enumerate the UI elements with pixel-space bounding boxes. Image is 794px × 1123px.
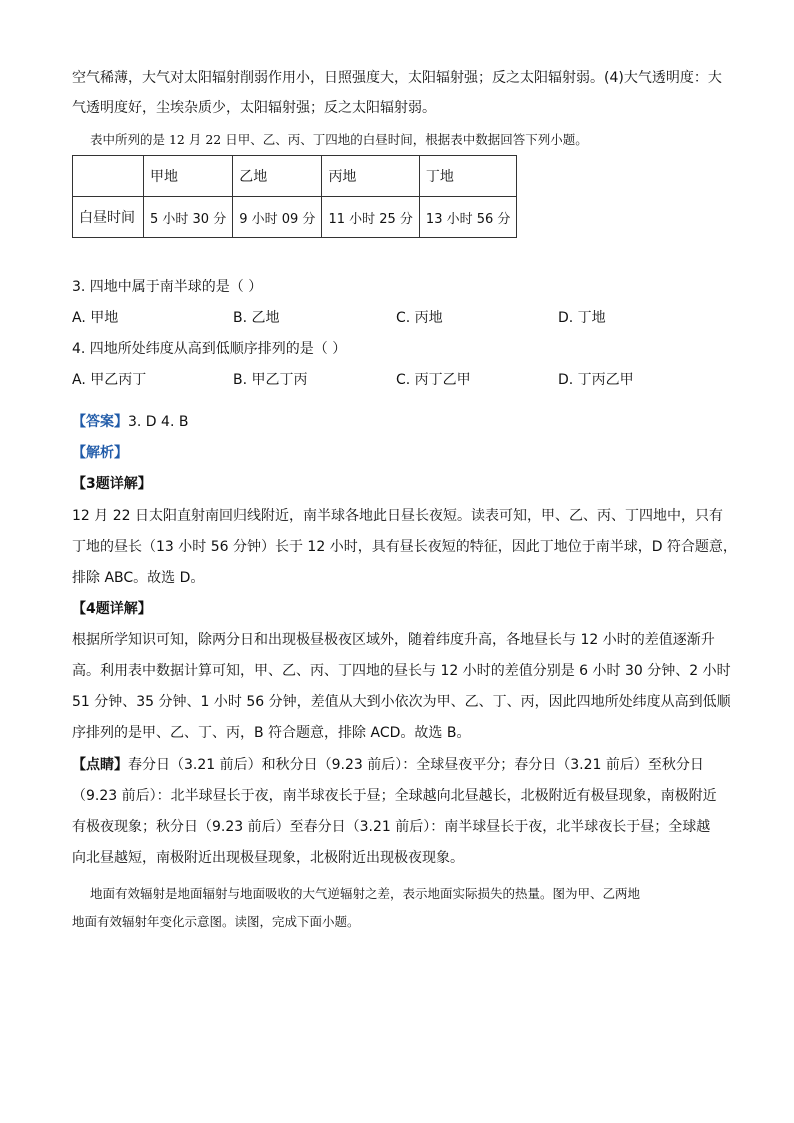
table-row [73, 197, 517, 238]
detail-4-label: 【4题详解】 [72, 601, 152, 617]
question-3-option-a: A. 甲地 [72, 310, 119, 326]
question-4-stem: 4. 四地所处纬度从高到低顺序排列的是（ ） [72, 341, 347, 357]
dianjing-first-text: 春分日（3.21 前后）和秋分日（9.23 前后）：全球昼夜平分；春分日（3.21 前后）至秋分日 [128, 757, 704, 773]
question-4-option-c: C. 丙丁乙甲 [396, 372, 471, 388]
detail-3-label: 【3题详解】 [72, 476, 152, 492]
dianjing-line: （9.23 前后）：北半球昼长于夜，南半球夜长于昼；全球越向北昼越长，北极附近有极昼现象，南极附近 [72, 788, 717, 804]
table-header-cell: 丁地 [419, 156, 516, 197]
question-3-option-c: C. 丙地 [396, 310, 443, 326]
next-intro-line-2: 地面有效辐射年变化示意图。读图，完成下面小题。 [72, 914, 360, 929]
dianjing-label: 【点睛】 [72, 757, 128, 773]
table-header-cell: 甲地 [144, 156, 233, 197]
table-header-cell: 丙地 [322, 156, 419, 197]
dianjing-line: 有极夜现象；秋分日（9.23 前后）至春分日（3.21 前后）：南半球昼长于夜，北半球夜长于昼；全球越 [72, 819, 711, 835]
table-cell: 9 小时 09 分 [233, 197, 322, 238]
answer-label: 【答案】 [72, 414, 128, 430]
detail-4-line: 序排列的是甲、乙、丁、丙，B 符合题意，排除 ACD。故选 B。 [72, 725, 471, 741]
detail-3-line: 丁地的昼长（13 小时 56 分钟）长于 12 小时，具有昼长夜短的特征，因此丁地位于南半球，D 符合题意， [72, 539, 737, 555]
intro-line-2: 气透明度好，尘埃杂质少，太阳辐射强；反之太阳辐射弱。 [72, 100, 436, 116]
question-4-option-a: A. 甲乙丙丁 [72, 372, 147, 388]
table-cell: 5 小时 30 分 [144, 197, 233, 238]
dianjing-line: 向北昼越短，南极附近出现极昼现象，北极附近出现极夜现象。 [72, 850, 464, 866]
detail-3-line: 排除 ABC。故选 D。 [72, 570, 205, 586]
dianjing-first-line [72, 755, 704, 775]
question-4-option-b: B. 甲乙丁丙 [233, 372, 308, 388]
question-3-option-b: B. 乙地 [233, 310, 280, 326]
table-header-cell [73, 156, 144, 197]
table-cell: 11 小时 25 分 [322, 197, 419, 238]
table-cell: 13 小时 56 分 [419, 197, 516, 238]
intro-line-1: 空气稀薄，大气对太阳辐射削弱作用小，日照强度大，太阳辐射强；反之太阳辐射弱。(4)大气透明度：大 [72, 70, 722, 86]
answer-line [72, 412, 188, 432]
question-3-stem: 3. 四地中属于南半球的是（ ） [72, 279, 263, 295]
answer-text: 3. D 4. B [128, 414, 189, 430]
analysis-label: 【解析】 [72, 445, 128, 461]
table-row-label: 白昼时间 [73, 197, 144, 238]
detail-3-line: 12 月 22 日太阳直射南回归线附近，南半球各地此日昼长夜短。读表可知，甲、乙、丙、丁四地中，只有 [72, 508, 723, 524]
next-intro-line-1: 地面有效辐射是地面辐射与地面吸收的大气逆辐射之差，表示地面实际损失的热量。图为甲、乙两地 [90, 886, 641, 901]
daylight-table [72, 155, 517, 238]
question-3-option-d: D. 丁地 [558, 310, 606, 326]
question-4-option-d: D. 丁丙乙甲 [558, 372, 634, 388]
table-caption: 表中所列的是 12 月 22 日甲、乙、丙、丁四地的白昼时间，根据表中数据回答下列小题。 [90, 132, 588, 147]
table-header-cell: 乙地 [233, 156, 322, 197]
table-header-row [73, 156, 517, 197]
detail-4-line: 根据所学知识可知，除两分日和出现极昼极夜区域外，随着纬度升高，各地昼长与 12 小时的差值逐渐升 [72, 632, 715, 648]
detail-4-line: 51 分钟、35 分钟、1 小时 56 分钟，差值从大到小依次为甲、乙、丁、丙，因此四地所处纬度从高到低顺 [72, 694, 731, 710]
detail-4-line: 高。利用表中数据计算可知，甲、乙、丙、丁四地的昼长与 12 小时的差值分别是 6 小时 30 分钟、2 小时 [72, 663, 731, 679]
